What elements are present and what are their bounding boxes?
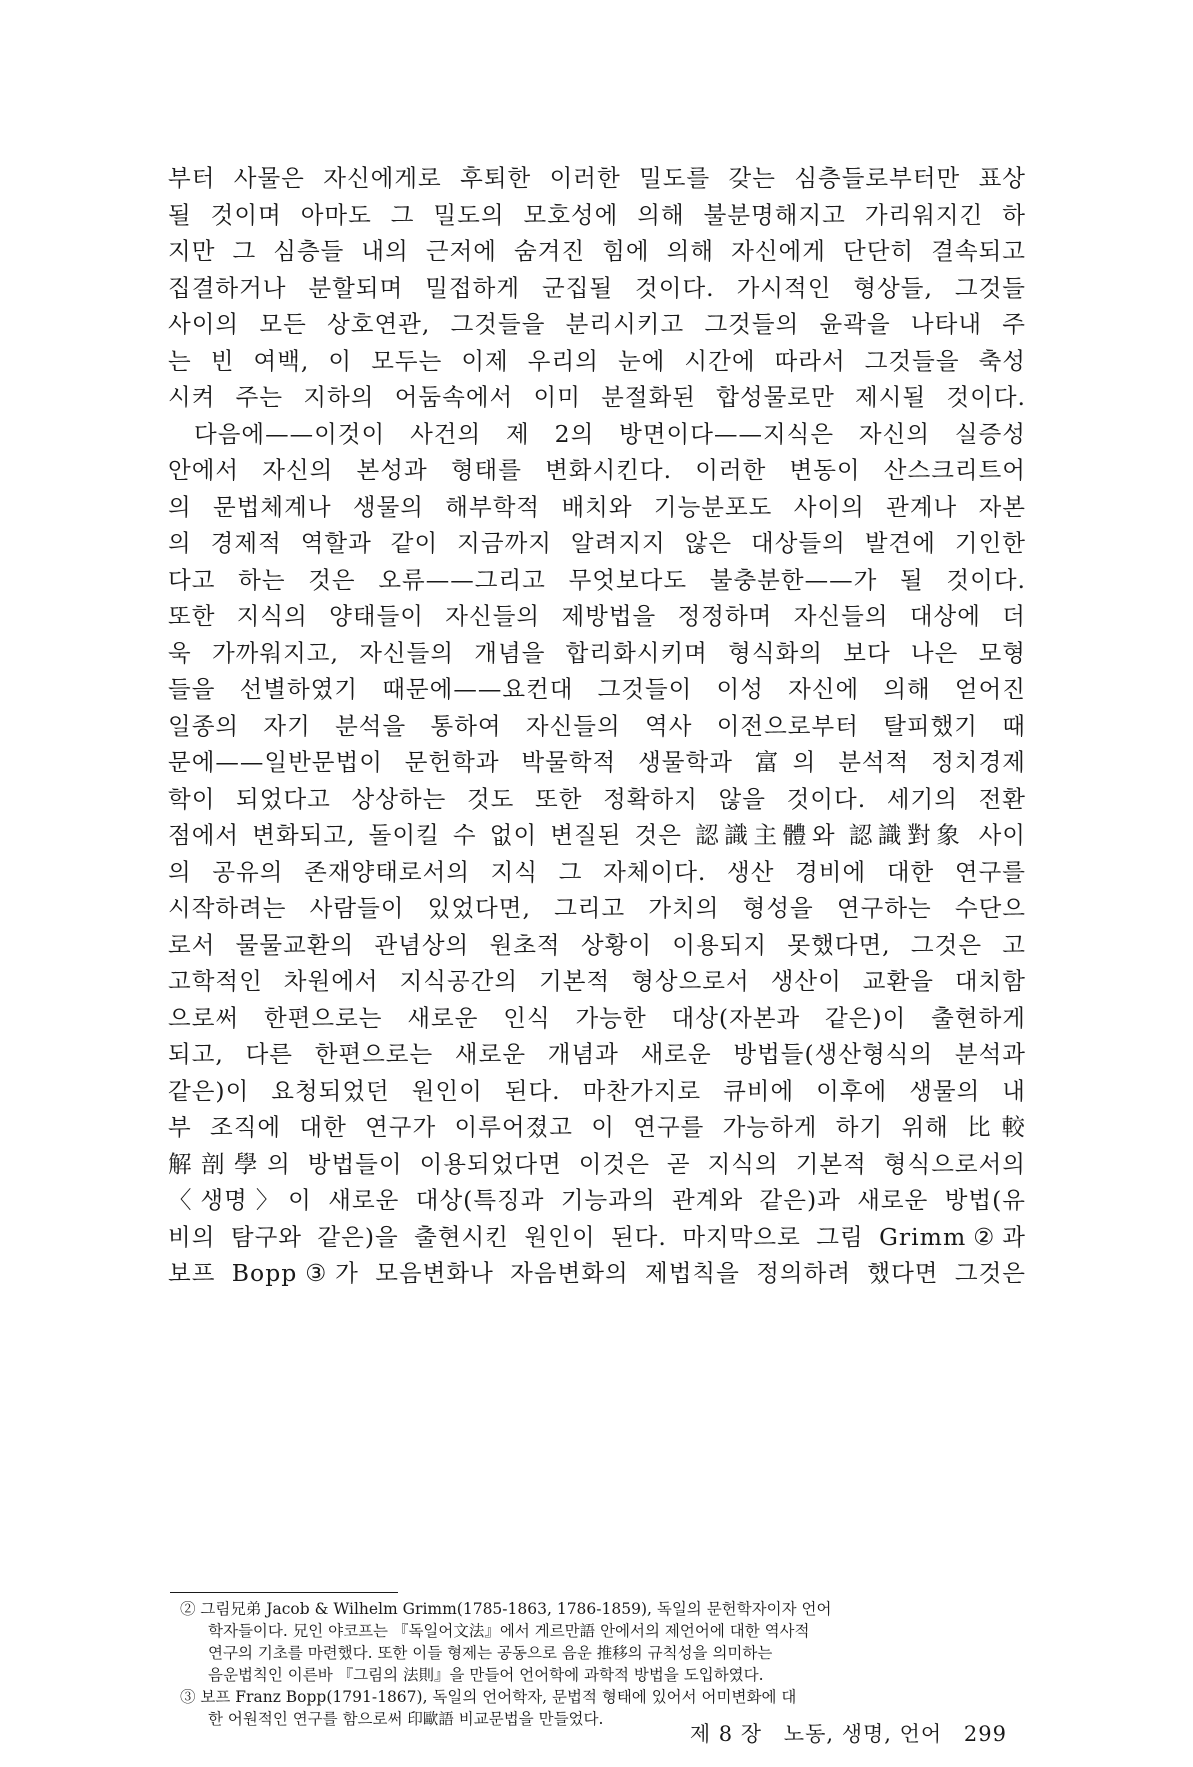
body-line: 욱 가까워지고, 자신들의 개념을 합리화시키며 형식화의 보다 나은 모형 — [168, 638, 1026, 667]
body-line: 같은)이 요청되었던 원인이 된다. 마찬가지로 큐비에 이후에 생물의 내 — [168, 1076, 1026, 1105]
page-footer — [676, 1718, 1007, 1748]
body-line: 되고, 다른 한편으로는 새로운 개념과 새로운 방법들(생산형식의 분석과 — [168, 1040, 1026, 1068]
footnote-line: 학자들이다. 兄인 야코프는 『독일어文法』에서 게르만語 안에서의 제언어에 대한 역사적 — [208, 1622, 810, 1640]
body-line: 보프 Bopp③가 모음변화나 자음변화의 제법칙을 정의하려 했다면 그것은 — [168, 1259, 1026, 1287]
body-line: 부 조직에 대한 연구가 이루어졌고 이 연구를 가능하게 하기 위해 比較 — [168, 1113, 1026, 1141]
body-line: 로서 물물교환의 관념상의 원초적 상황이 이용되지 못했다면, 그것은 고 — [168, 930, 1026, 959]
footnote-line: ② 그림兄弟 Jacob & Wilhelm Grimm(1785-1863, 1786-1859), 독일의 문헌학자이자 언어 — [180, 1600, 832, 1618]
body-line: 시작하려는 사람들이 있었다면, 그리고 가치의 형성을 연구하는 수단으 — [168, 894, 1026, 922]
body-line: 시켜 주는 지하의 어둠속에서 이미 분절화된 합성물로만 제시될 것이다. — [168, 383, 1026, 411]
body-line: 다고 하는 것은 오류——그리고 무엇보다도 불충분한——가 될 것이다. — [168, 565, 1026, 594]
footnote-divider — [170, 1592, 398, 1593]
body-line: 집결하거나 분할되며 밀접하게 군집될 것이다. 가시적인 형상들, 그것들 — [168, 273, 1026, 302]
body-line: 의 공유의 존재양태로서의 지식 그 자체이다. 생산 경비에 대한 연구를 — [168, 857, 1026, 886]
body-line: 될 것이며 아마도 그 밀도의 모호성에 의해 불분명해지고 가리워지긴 하 — [168, 200, 1026, 229]
body-line: 〈생명〉이 새로운 대상(특징과 기능과의 관계와 같은)과 새로운 방법(유 — [168, 1186, 1026, 1214]
body-line: 부터 사물은 자신에게로 후퇴한 이러한 밀도를 갖는 심층들로부터만 표상 — [168, 164, 1026, 192]
chapter-label: 제 8 장 — [689, 1722, 763, 1746]
body-text — [168, 160, 1026, 1292]
chapter-title: 노동, 생명, 언어 — [783, 1722, 943, 1746]
body-line: 으로써 한편으로는 새로운 인식 가능한 대상(자본과 같은)이 출현하게 — [168, 1003, 1026, 1032]
page-number: 299 — [963, 1722, 1007, 1746]
body-line: 의 경제적 역할과 같이 지금까지 알려지지 않은 대상들의 발견에 기인한 — [168, 529, 1026, 557]
body-line: 또한 지식의 양태들이 자신들의 제방법을 정정하며 자신들의 대상에 더 — [168, 602, 1026, 630]
body-line: 일종의 자기 분석을 통하여 자신들의 역사 이전으로부터 탈피했기 때 — [168, 711, 1026, 740]
body-line: 안에서 자신의 본성과 형태를 변화시킨다. 이러한 변동이 산스크리트어 — [168, 456, 1026, 484]
body-line: 문에——일반문법이 문헌학과 박물학적 생물학과 富의 분석적 정치경제 — [168, 748, 1026, 776]
body-line: 다음에——이것이 사건의 제 2의 방면이다——지식은 자신의 실증성 — [194, 419, 1026, 448]
footnotes — [180, 1598, 1020, 1730]
body-line: 의 문법체계나 생물의 해부학적 배치와 기능분포도 사이의 관계나 자본 — [168, 492, 1026, 521]
body-line: 解剖學의 방법들이 이용되었다면 이것은 곧 지식의 기본적 형식으로서의 — [168, 1149, 1026, 1178]
body-line: 들을 선별하였기 때문에——요컨대 그것들이 이성 자신에 의해 얻어진 — [168, 675, 1026, 703]
body-line: 지만 그 심층들 내의 근저에 숨겨진 힘에 의해 자신에게 단단히 결속되고 — [168, 237, 1026, 265]
body-line: 학이 되었다고 상상하는 것도 또한 정확하지 않을 것이다. 세기의 전환 — [168, 784, 1026, 813]
body-line: 는 빈 여백, 이 모두는 이제 우리의 눈에 시간에 따라서 그것들을 축성 — [168, 346, 1026, 375]
footnote-line: 음운법칙인 이른바 『그림의 法則』을 만들어 언어학에 과학적 방법을 도입하였다. — [208, 1666, 764, 1684]
body-line: 점에서 변화되고, 돌이킬 수 없이 변질된 것은 認識主體와 認識對象 사이 — [168, 821, 1026, 849]
footnote-line: ③ 보프 Franz Bopp(1791-1867), 독일의 언어학자, 문법적 형태에 있어서 어미변화에 대 — [180, 1688, 797, 1706]
body-line: 비의 탐구와 같은)을 출현시킨 원인이 된다. 마지막으로 그림 Grimm②과 — [168, 1222, 1026, 1251]
body-line: 고학적인 차원에서 지식공간의 기본적 형상으로서 생산이 교환을 대치함 — [168, 967, 1026, 995]
body-line: 사이의 모든 상호연관, 그것들을 분리시키고 그것들의 윤곽을 나타내 주 — [168, 310, 1026, 338]
footnote-line: 한 어원적인 연구를 함으로써 印歐語 비교문법을 만들었다. — [208, 1710, 604, 1728]
footnote-line: 연구의 기초를 마련했다. 또한 이들 형제는 공동으로 음운 推移의 규칙성을 의미하는 — [208, 1644, 773, 1662]
